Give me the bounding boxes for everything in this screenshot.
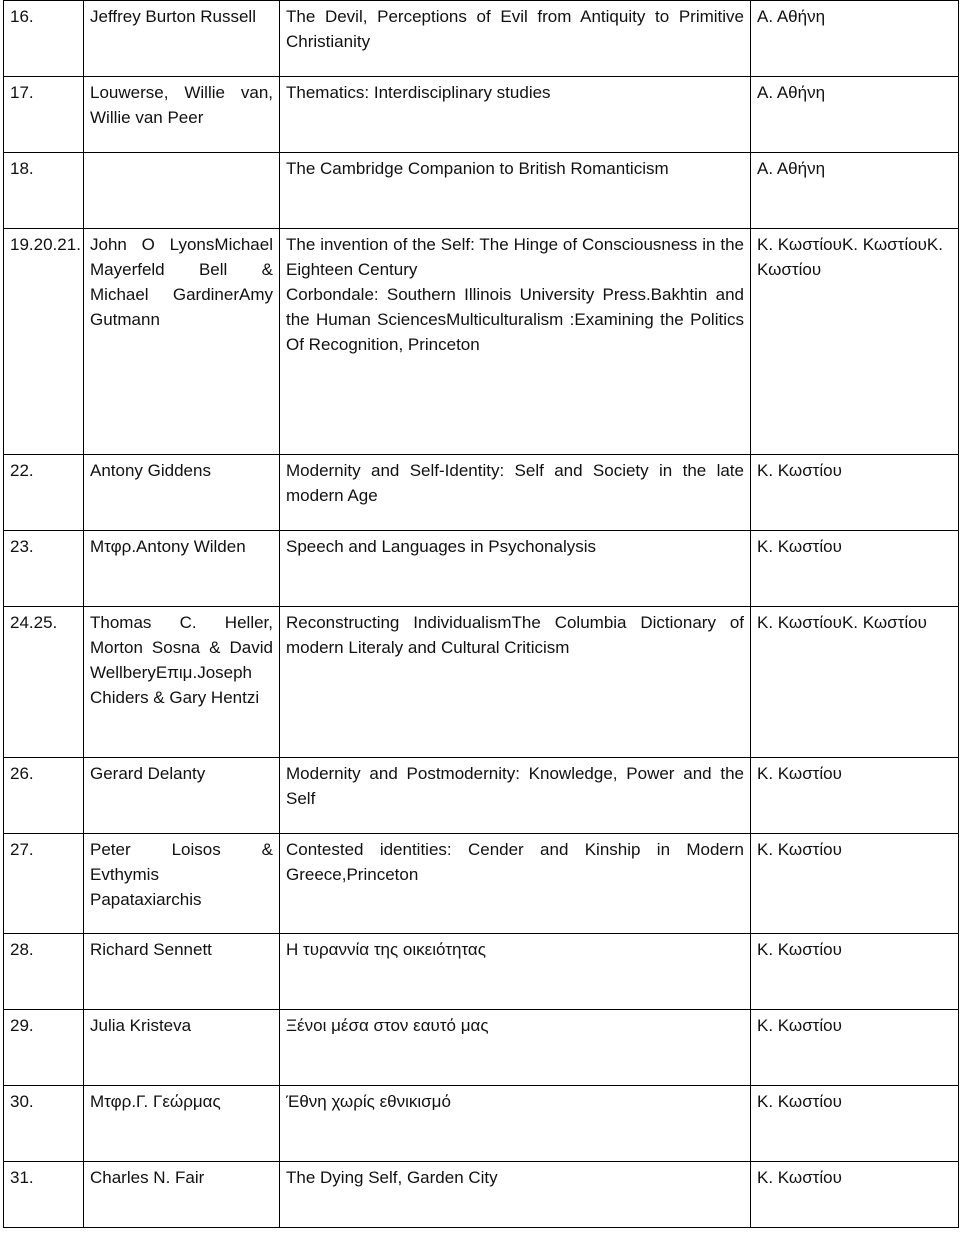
entry-number-text: 25.: [33, 613, 58, 632]
table-row: [4, 934, 959, 1010]
entry-number-cell: [4, 834, 84, 934]
bibliography-table: [3, 0, 959, 1228]
author-cell: [84, 1, 280, 77]
author-cell: [84, 934, 280, 1010]
location-text: Κ. Κωστίου: [757, 1016, 842, 1035]
location-text: Κ. Κωστίου: [757, 1168, 842, 1187]
table-row: [4, 153, 959, 229]
entry-number-cell: [4, 607, 84, 758]
location-text: Α. Αθήνη: [757, 159, 826, 178]
title-cell: [280, 531, 751, 607]
author-text: Charles N. Fair: [90, 1168, 205, 1187]
author-text: Antony Giddens: [90, 461, 211, 480]
location-text: Κ. Κωστίου: [841, 613, 927, 632]
location-text: Κ. Κωστίου: [757, 537, 842, 556]
title-text: The Dying Self, Garden City: [286, 1168, 498, 1187]
entry-number-cell: [4, 1086, 84, 1162]
title-text: The invention of the Self: The Hinge of Consciousness in the Eighteen Century Corbondale: Southern Illinois University Press.: [286, 235, 744, 304]
bibliography-table-body: [4, 1, 959, 1228]
author-text: Thomas C. Heller, Morton Sosna & David Wellbery: [90, 613, 273, 682]
entry-number-cell: [4, 229, 84, 455]
table-row: [4, 834, 959, 934]
author-cell: [84, 531, 280, 607]
location-text: Κ. Κωστίου: [757, 940, 842, 959]
entry-number-text: 31.: [10, 1168, 34, 1187]
entry-number-text: 28.: [10, 940, 34, 959]
table-row: [4, 455, 959, 531]
title-text: Contested identities: Cender and Kinship in Modern Greece,Princeton: [286, 840, 744, 884]
entry-number-text: 29.: [10, 1016, 34, 1035]
entry-number-text: 24.: [10, 613, 34, 632]
entry-number-cell: [4, 531, 84, 607]
author-text: Julia Kristeva: [90, 1016, 192, 1035]
table-row: [4, 1086, 959, 1162]
entry-number-cell: [4, 153, 84, 229]
title-text: The Columbia Dictionary of modern Literaly and Cultural Criticism: [286, 613, 744, 657]
location-cell: [751, 1162, 959, 1228]
author-text: Michael Mayerfeld Bell & Michael Gardiner: [90, 235, 273, 304]
entry-number-text: 26.: [10, 764, 34, 783]
author-cell: [84, 1162, 280, 1228]
author-text: Μτφρ.Antony Wilden: [90, 537, 246, 556]
location-cell: [751, 834, 959, 934]
location-cell: [751, 1, 959, 77]
entry-number-text: 19.: [10, 235, 34, 254]
table-row: [4, 531, 959, 607]
author-text: Gerard Delanty: [90, 764, 206, 783]
author-cell: [84, 455, 280, 531]
entry-number-cell: [4, 1162, 84, 1228]
entry-number-text: 23.: [10, 537, 34, 556]
entry-number-cell: [4, 758, 84, 834]
title-cell: [280, 153, 751, 229]
location-text: Κ. Κωστίου: [841, 235, 927, 254]
title-text: Έθνη χωρίς εθνικισμό: [286, 1092, 451, 1111]
author-text: Επιμ.Joseph Chiders & Gary Hentzi: [90, 663, 260, 707]
author-cell: [84, 1010, 280, 1086]
location-text: Α. Αθήνη: [757, 7, 826, 26]
title-text: Ξένοι μέσα στον εαυτό μας: [286, 1016, 489, 1035]
title-text: Thematics: Interdisciplinary studies: [286, 83, 551, 102]
title-cell: [280, 607, 751, 758]
location-cell: [751, 1086, 959, 1162]
location-text: Κ. Κωστίου: [757, 235, 943, 279]
entry-number-cell: [4, 1010, 84, 1086]
location-cell: [751, 607, 959, 758]
table-row: [4, 229, 959, 455]
author-text: Peter Loisos & Evthymis Papataxiarchis: [90, 840, 273, 909]
author-text: Μτφρ.Γ. Γεώρμας: [90, 1092, 221, 1111]
location-text: Κ. Κωστίου: [757, 461, 842, 480]
location-text: Κ. Κωστίου: [757, 764, 842, 783]
title-cell: [280, 229, 751, 455]
title-cell: [280, 758, 751, 834]
title-text: Multiculturalism :Examining the Politics Of Recognition, Princeton: [286, 310, 744, 354]
entry-number-text: 27.: [10, 840, 34, 859]
author-text: Amy Gutmann: [90, 285, 273, 329]
title-cell: [280, 1, 751, 77]
location-text: Κ. Κωστίου: [757, 613, 842, 632]
location-cell: [751, 153, 959, 229]
table-row: [4, 1010, 959, 1086]
title-text: Bakhtin and the Human Sciences: [286, 285, 744, 329]
entry-number-text: 21.: [57, 235, 81, 254]
title-text: Reconstructing Individualism: [286, 613, 512, 632]
author-text: Jeffrey Burton Russell: [90, 7, 256, 26]
location-text: Κ. Κωστίου: [757, 840, 842, 859]
entry-number-text: 18.: [10, 159, 34, 178]
entry-number-cell: [4, 455, 84, 531]
entry-number-text: 20.: [33, 235, 58, 254]
location-cell: [751, 229, 959, 455]
entry-number-text: 16.: [10, 7, 34, 26]
entry-number-text: 17.: [10, 83, 34, 102]
table-row: [4, 758, 959, 834]
title-cell: [280, 834, 751, 934]
location-cell: [751, 455, 959, 531]
title-text: The Devil, Perceptions of Evil from Antiquity to Primitive Christianity: [286, 7, 744, 51]
location-text: Κ. Κωστίου: [757, 1092, 842, 1111]
entry-number-cell: [4, 77, 84, 153]
location-cell: [751, 934, 959, 1010]
author-cell: [84, 1086, 280, 1162]
title-cell: [280, 934, 751, 1010]
title-cell: [280, 1162, 751, 1228]
author-cell: [84, 834, 280, 934]
author-text: Richard Sennett: [90, 940, 212, 959]
location-cell: [751, 77, 959, 153]
title-cell: [280, 455, 751, 531]
location-text: Α. Αθήνη: [757, 83, 826, 102]
author-cell: [84, 77, 280, 153]
entry-number-cell: [4, 934, 84, 1010]
title-cell: [280, 1086, 751, 1162]
author-cell: [84, 758, 280, 834]
title-cell: [280, 77, 751, 153]
author-cell: [84, 153, 280, 229]
title-text: Modernity and Postmodernity: Knowledge, Power and the Self: [286, 764, 744, 808]
table-row: [4, 1, 959, 77]
table-row: [4, 77, 959, 153]
entry-number-text: 30.: [10, 1092, 34, 1111]
location-cell: [751, 758, 959, 834]
location-text: Κ. Κωστίου: [757, 235, 842, 254]
title-cell: [280, 1010, 751, 1086]
author-cell: [84, 229, 280, 455]
location-cell: [751, 1010, 959, 1086]
author-cell: [84, 607, 280, 758]
title-text: Η τυραννία της οικειότητας: [286, 940, 486, 959]
author-text: John O Lyons: [90, 235, 215, 254]
table-row: [4, 607, 959, 758]
title-text: Speech and Languages in Psychonalysis: [286, 537, 596, 556]
location-cell: [751, 531, 959, 607]
table-row: [4, 1162, 959, 1228]
title-text: The Cambridge Companion to British Romanticism: [286, 159, 669, 178]
entry-number-cell: [4, 1, 84, 77]
author-text: Louwerse, Willie van, Willie van Peer: [90, 83, 273, 127]
entry-number-text: 22.: [10, 461, 34, 480]
title-text: Modernity and Self-Identity: Self and Society in the late modern Age: [286, 461, 744, 505]
